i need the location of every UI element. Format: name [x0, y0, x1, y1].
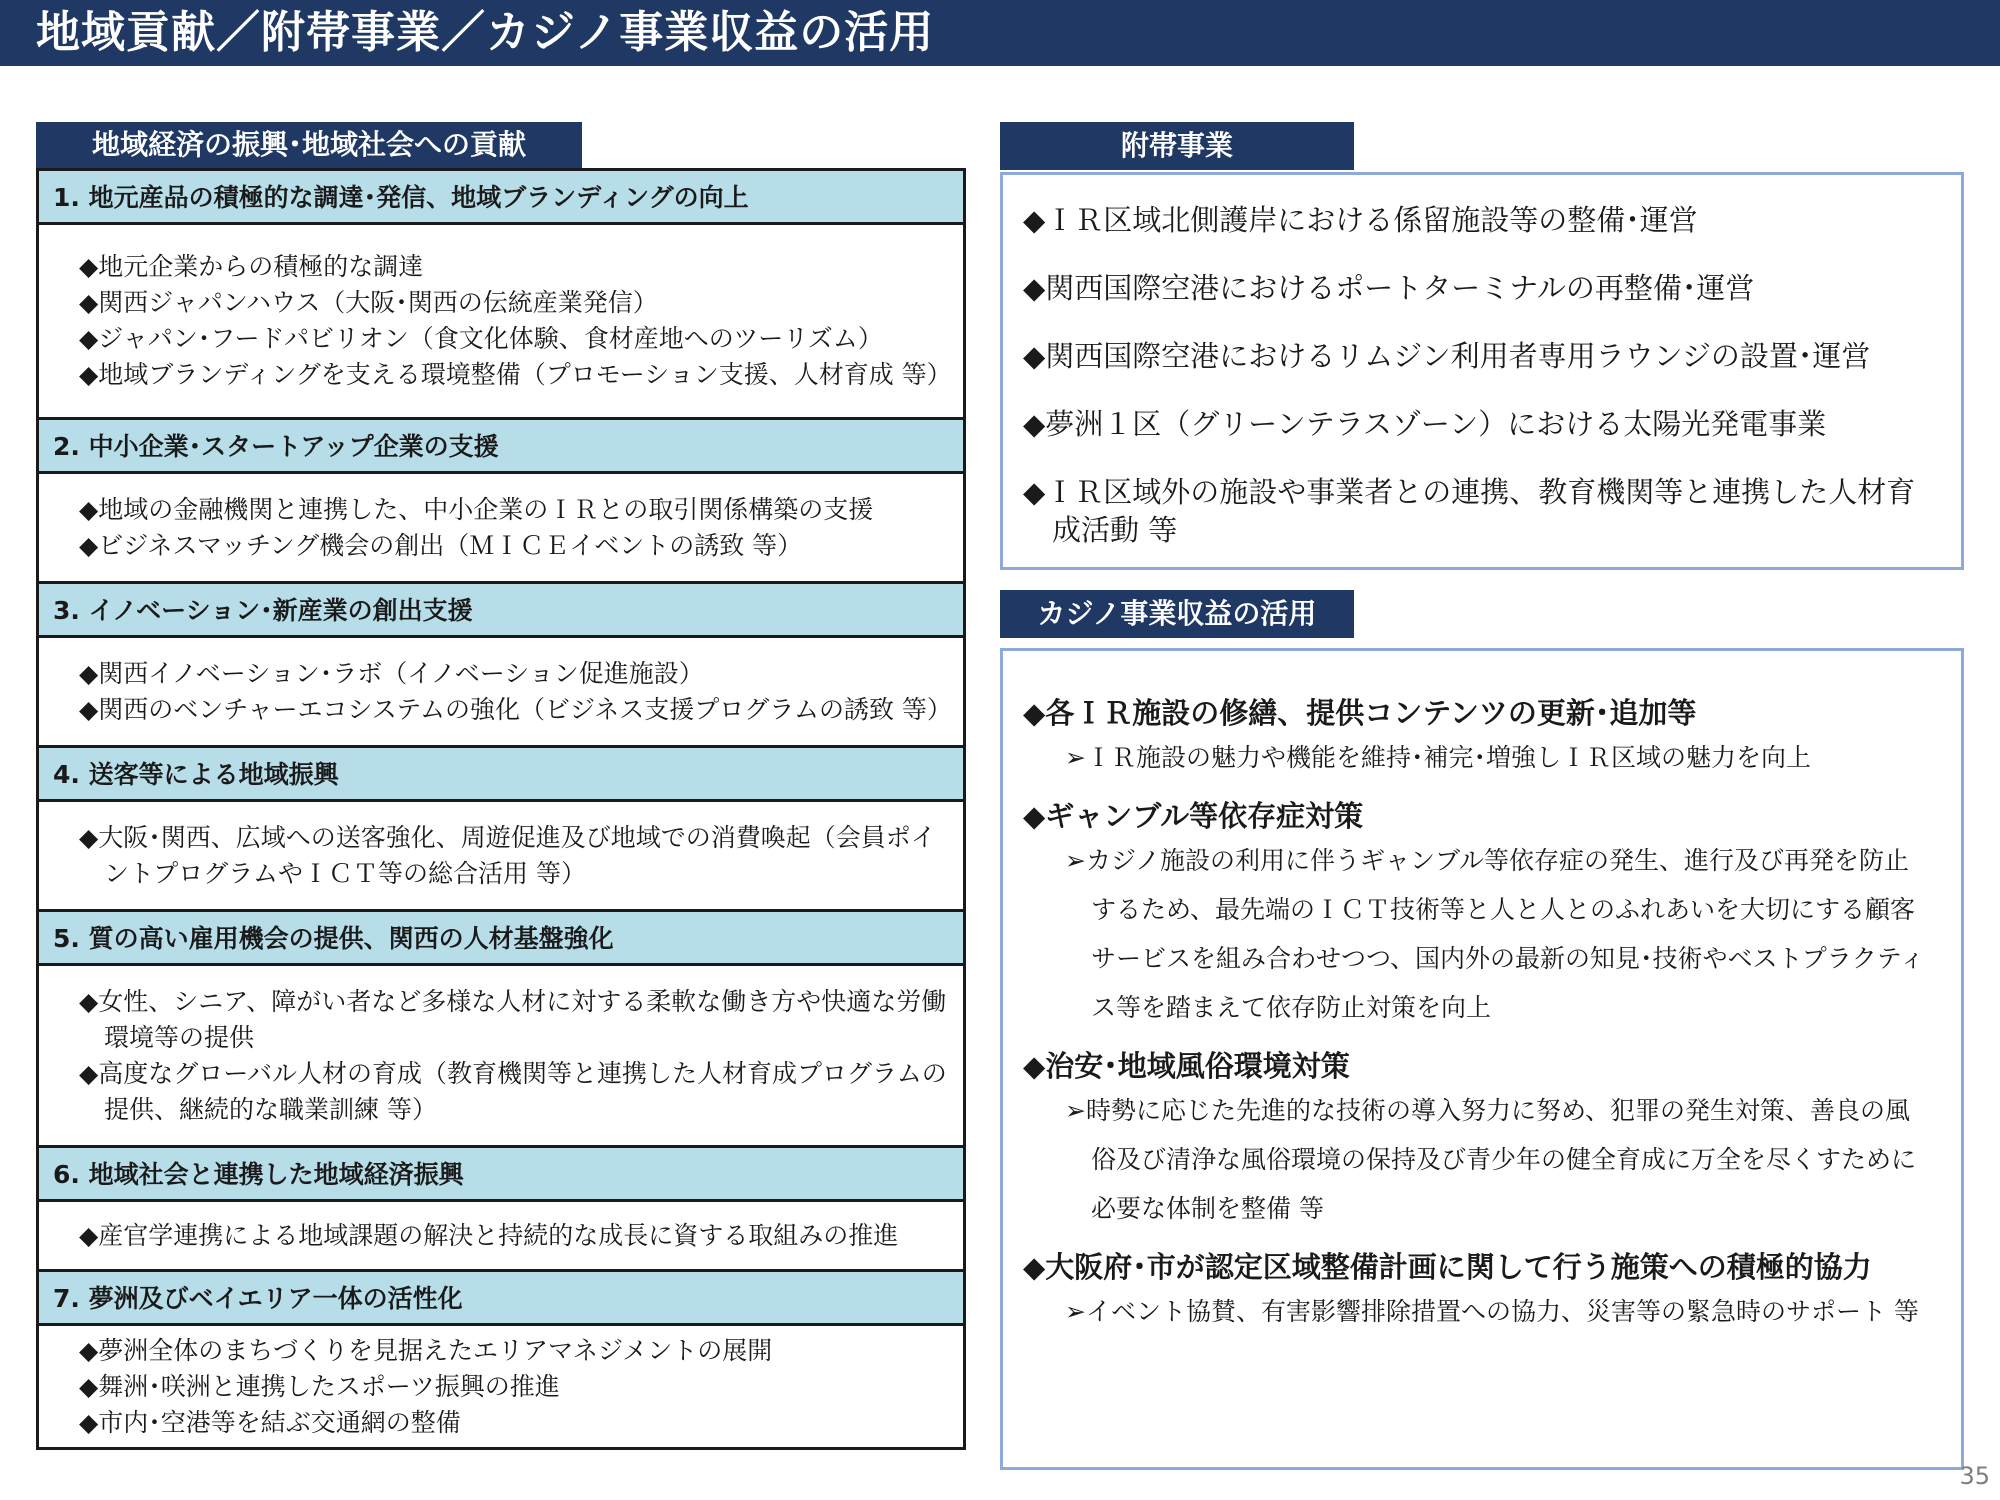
- list-item: ◆関西のベンチャーエコシステムの強化（ビジネス支援プログラムの誘致 等）: [79, 694, 952, 724]
- section-heading: 2. 中小企業･スタートアップ企業の支援: [39, 420, 963, 474]
- casino-group-heading: ◆各ＩＲ施設の修繕、提供コンテンツの更新･追加等: [1023, 696, 1697, 730]
- section-body: [39, 638, 963, 748]
- section-body: [39, 966, 963, 1148]
- section-body: [39, 1202, 963, 1272]
- list-item: ◆高度なグローバル人材の育成（教育機関等と連携した人材育成プログラムの提供、継続的な職業訓練 等）: [79, 1058, 947, 1124]
- section-body: [39, 1326, 963, 1447]
- regional-contribution-box: [36, 168, 966, 1450]
- list-item: ◆ジャパン･フードパビリオン（食文化体験、食材産地へのツーリズム）: [79, 324, 883, 353]
- casino-group: [1023, 796, 1933, 1032]
- list-item: ◆夢洲全体のまちづくりを見据えたエリアマネジメントの展開: [79, 1335, 773, 1365]
- page-title: 地域貢献／附帯事業／カジノ事業収益の活用: [0, 0, 2000, 66]
- list-item: ◆ＩＲ区域外の施設や事業者との連携、教育機関等と連携した人材育成活動 等: [1023, 475, 1916, 547]
- list-item: ◆夢洲１区（グリーンテラスゾーン）における太陽光発電事業: [1023, 407, 1827, 441]
- regional-contribution-label: 地域経済の振興･地域社会への貢献: [36, 122, 582, 168]
- list-item: ◆関西ジャパンハウス（大阪･関西の伝統産業発信）: [79, 288, 658, 317]
- list-item: ◆関西イノベーション･ラボ（イノベーション促進施設）: [79, 658, 704, 688]
- casino-group-heading: ◆ギャンブル等依存症対策: [1023, 799, 1364, 833]
- list-item: ◆地域の金融機関と連携した、中小企業のＩＲとの取引関係構築の支援: [79, 494, 874, 524]
- section-heading: 4. 送客等による地域振興: [39, 748, 963, 802]
- list-item: ◆関西国際空港におけるポートターミナルの再整備･運営: [1023, 271, 1755, 305]
- casino-group: [1023, 693, 1933, 782]
- list-item: ◆地元企業からの積極的な調達: [79, 252, 424, 281]
- section-heading: 6. 地域社会と連携した地域経済振興: [39, 1148, 963, 1202]
- section-body: [39, 802, 963, 912]
- list-item: ◆産官学連携による地域課題の解決と持続的な成長に資する取組みの推進: [79, 1220, 899, 1250]
- casino-revenue-label: カジノ事業収益の活用: [1000, 590, 1354, 638]
- list-item: ◆ＩＲ区域北側護岸における係留施設等の整備･運営: [1023, 203, 1698, 237]
- casino-revenue-box: [1000, 648, 1964, 1470]
- list-item: ◆舞洲･咲洲と連携したスポーツ振興の推進: [79, 1371, 560, 1401]
- list-item: ◆女性、シニア、障がい者など多様な人材に対する柔軟な働き方や快適な労働環境等の提供: [79, 986, 947, 1052]
- section-heading: 1. 地元産品の積極的な調達･発信、地域ブランディングの向上: [39, 171, 963, 225]
- casino-group: [1023, 1046, 1933, 1233]
- list-item: ◆地域ブランディングを支える環境整備（プロモーション支援、人材育成 等）: [79, 360, 952, 389]
- section-heading: 7. 夢洲及びベイエリア一体の活性化: [39, 1272, 963, 1326]
- section-body: [39, 474, 963, 584]
- casino-group: [1023, 1247, 1933, 1336]
- section-heading: 3. イノベーション･新産業の創出支援: [39, 584, 963, 638]
- casino-group-detail: ➢カジノ施設の利用に伴うギャンブル等依存症の発生、進行及び再発を防止するため、最先端のＩＣＴ技術等と人と人とのふれあいを大切にする顧客サービスを組み合わせつつ、国内外の最新の知見･技術やベストプラクティス等を踏まえて依存防止対策を向上: [1065, 846, 1925, 1022]
- list-item: ◆ビジネスマッチング機会の創出（ＭＩＣＥイベントの誘致 等）: [79, 530, 803, 560]
- list-item: ◆市内･空港等を結ぶ交通網の整備: [79, 1407, 461, 1437]
- casino-group-detail: ➢時勢に応じた先進的な技術の導入努力に努め、犯罪の発生対策、善良の風俗及び清浄な風俗環境の保持及び青少年の健全育成に万全を尽くすために必要な体制を整備 等: [1065, 1096, 1917, 1223]
- page-number: 35: [1959, 1462, 1990, 1490]
- casino-group-heading: ◆大阪府･市が認定区域整備計画に関して行う施策への積極的協力: [1023, 1250, 1872, 1284]
- casino-group-detail: ➢ＩＲ施設の魅力や機能を維持･補完･増強しＩＲ区域の魅力を向上: [1065, 743, 1811, 772]
- casino-group-heading: ◆治安･地域風俗環境対策: [1023, 1049, 1350, 1083]
- section-heading: 5. 質の高い雇用機会の提供、関西の人材基盤強化: [39, 912, 963, 966]
- section-body: [39, 225, 963, 420]
- casino-group-detail: ➢イベント協賛、有害影響排除措置への協力、災害等の緊急時のサポート 等: [1065, 1297, 1919, 1326]
- ancillary-business-label: 附帯事業: [1000, 122, 1354, 170]
- ancillary-business-box: [1000, 172, 1964, 570]
- list-item: ◆関西国際空港におけるリムジン利用者専用ラウンジの設置･運営: [1023, 339, 1871, 373]
- list-item: ◆大阪･関西、広域への送客強化、周遊促進及び地域での消費喚起（会員ポイントプログラムやＩＣＴ等の総合活用 等）: [79, 822, 936, 888]
